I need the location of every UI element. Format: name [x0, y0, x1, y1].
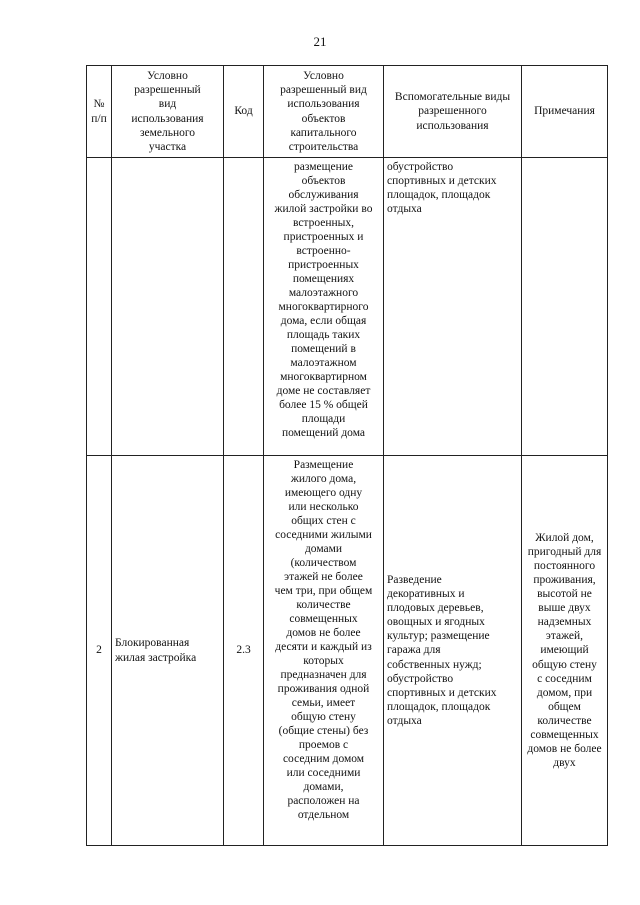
zoning-table	[86, 65, 608, 846]
cell-notes: Жилой дом, пригодный для постоянного проживания, высотой не выше двух надземных этажей, имеющий общую стену с соседним домом, при общем количестве совмещенных домов не более двух	[522, 456, 608, 846]
cell-code: 2.3	[224, 456, 264, 846]
cell-land-use: Блокированная жилая застройка	[112, 456, 224, 846]
table-row	[87, 456, 608, 846]
table-header-row	[87, 66, 608, 158]
page-number: 21	[313, 34, 327, 49]
header-notes: Примечания	[522, 66, 608, 158]
cell-auxiliary-uses: обустройство спортивных и детских площадок, площадок отдыха	[384, 158, 522, 456]
cell-number	[87, 158, 112, 456]
header-auxiliary-uses: Вспомогательные виды разрешенного использования	[384, 66, 522, 158]
cell-auxiliary-uses: Разведение декоративных и плодовых деревьев, овощных и ягодных культур; размещение гаража для собственных нужд; обустройство спортивных и детских площадок, площадок отдыха	[384, 456, 522, 846]
cell-capital-use: Размещение жилого дома, имеющего одну или несколько общих стен с соседними жилыми домами (количеством этажей не более чем три, при общем количестве совмещенных домов не более десяти и каждый из которых предназначен для проживания одной семьи, имеет общую стену (общие стены) без проемов с соседним домом или соседними домами, расположен на отдельном	[264, 456, 384, 846]
cell-number: 2	[87, 456, 112, 846]
table-row	[87, 158, 608, 456]
header-conditional-land-use: Условно разрешенный вид использования земельного участка	[112, 66, 224, 158]
header-conditional-capital-use: Условно разрешенный вид использования объектов капитального строительства	[264, 66, 384, 158]
header-number: № п/п	[87, 66, 112, 158]
header-code: Код	[224, 66, 264, 158]
cell-code	[224, 158, 264, 456]
cell-notes	[522, 158, 608, 456]
cell-capital-use: размещение объектов обслуживания жилой застройки во встроенных, пристроенных и встроенно- пристроенных помещениях малоэтажного многоквартирного дома, если общая площадь таких помещений в малоэтажном многоквартирном доме не составляет более 15 % общей площади помещений дома	[264, 158, 384, 456]
cell-land-use	[112, 158, 224, 456]
